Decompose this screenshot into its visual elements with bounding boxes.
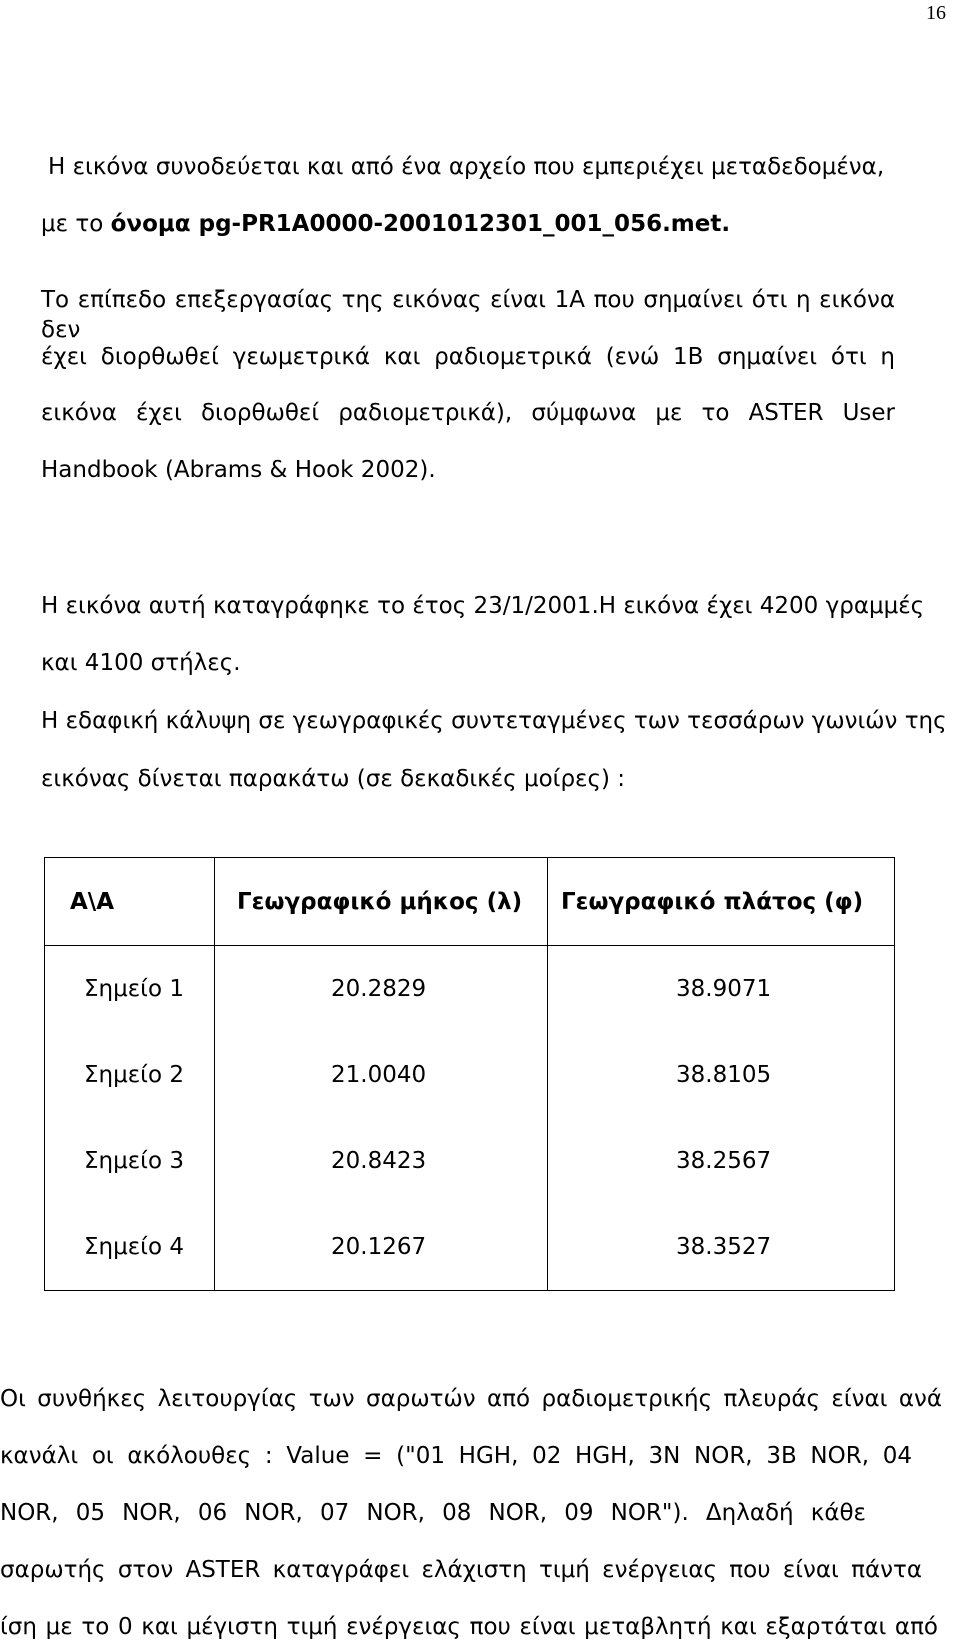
table-row xyxy=(45,1032,895,1118)
paragraph-5-line-1: Οι συνθήκες λειτουργίας των σαρωτών από ραδιομετρικής πλευράς είναι ανά xyxy=(0,1386,942,1412)
longitude-value: 20.2829 xyxy=(215,946,548,1033)
paragraph-1-line-1: Η εικόνα συνοδεύεται και από ένα αρχείο που εμπεριέχει μεταδεδομένα, xyxy=(48,154,885,180)
point-label: Σημείο 3 xyxy=(45,1118,215,1204)
header-longitude: Γεωγραφικό μήκος (λ) xyxy=(215,858,548,946)
table-row xyxy=(45,1204,895,1291)
metadata-filename: όνομα pg-PR1A0000-2001012301_001_056.met. xyxy=(110,211,731,237)
paragraph-5-line-5: ίση με το 0 και μέγιστη τιμή ενέργειας που είναι μεταβλητή και εξαρτάται από xyxy=(0,1614,938,1640)
paragraph-4-line-1: Η εδαφική κάλυψη σε γεωγραφικές συντεταγμένες των τεσσάρων γωνιών της xyxy=(41,708,947,734)
header-latitude: Γεωγραφικό πλάτος (φ) xyxy=(548,858,895,946)
table-row xyxy=(45,946,895,1033)
latitude-value: 38.9071 xyxy=(548,946,895,1033)
paragraph-3-line-1: Η εικόνα αυτή καταγράφηκε το έτος 23/1/2001.Η εικόνα έχει 4200 γραμμές xyxy=(41,593,925,619)
latitude-value: 38.2567 xyxy=(548,1118,895,1204)
paragraph-5-line-3: NOR, 05 NOR, 06 NOR, 07 NOR, 08 NOR, 09 NOR"). Δηλαδή κάθε xyxy=(0,1500,866,1526)
point-label: Σημείο 1 xyxy=(45,946,215,1033)
paragraph-5-line-4: σαρωτής στον ASTER καταγράφει ελάχιστη τιμή ενέργειας που είναι πάντα xyxy=(0,1557,922,1583)
paragraph-4-line-2: εικόνας δίνεται παρακάτω (σε δεκαδικές μοίρες) : xyxy=(41,766,626,792)
paragraph-2-line-4: Handbook (Abrams & Hook 2002). xyxy=(41,457,436,483)
page-number: 16 xyxy=(926,2,946,24)
longitude-value: 21.0040 xyxy=(215,1032,548,1118)
longitude-value: 20.1267 xyxy=(215,1204,548,1291)
table-header-row xyxy=(45,858,895,946)
paragraph-3-line-2: και 4100 στήλες. xyxy=(41,650,241,676)
coordinates-table xyxy=(44,857,895,1291)
paragraph-2-line-2: έχει διορθωθεί γεωμετρικά και ραδιομετρικά (ενώ 1B σημαίνει ότι η xyxy=(41,344,895,370)
point-label: Σημείο 4 xyxy=(45,1204,215,1291)
point-label: Σημείο 2 xyxy=(45,1032,215,1118)
latitude-value: 38.3527 xyxy=(548,1204,895,1291)
paragraph-2-line-1: Το επίπεδο επεξεργασίας της εικόνας είναι 1A που σημαίνει ότι η εικόνα δεν xyxy=(41,287,895,343)
paragraph-2-line-3: εικόνα έχει διορθωθεί ραδιομετρικά), σύμφωνα με το ASTER User xyxy=(41,400,895,426)
table-row xyxy=(45,1118,895,1204)
longitude-value: 20.8423 xyxy=(215,1118,548,1204)
latitude-value: 38.8105 xyxy=(548,1032,895,1118)
paragraph-5-line-2: κανάλι οι ακόλουθες : Value = ("01 HGH, 02 HGH, 3N NOR, 3B NOR, 04 xyxy=(0,1443,912,1469)
paragraph-1-line-2 xyxy=(41,209,730,239)
paragraph-1-line-2-prefix: με το xyxy=(41,211,111,237)
header-index: Α\Α xyxy=(45,858,215,946)
